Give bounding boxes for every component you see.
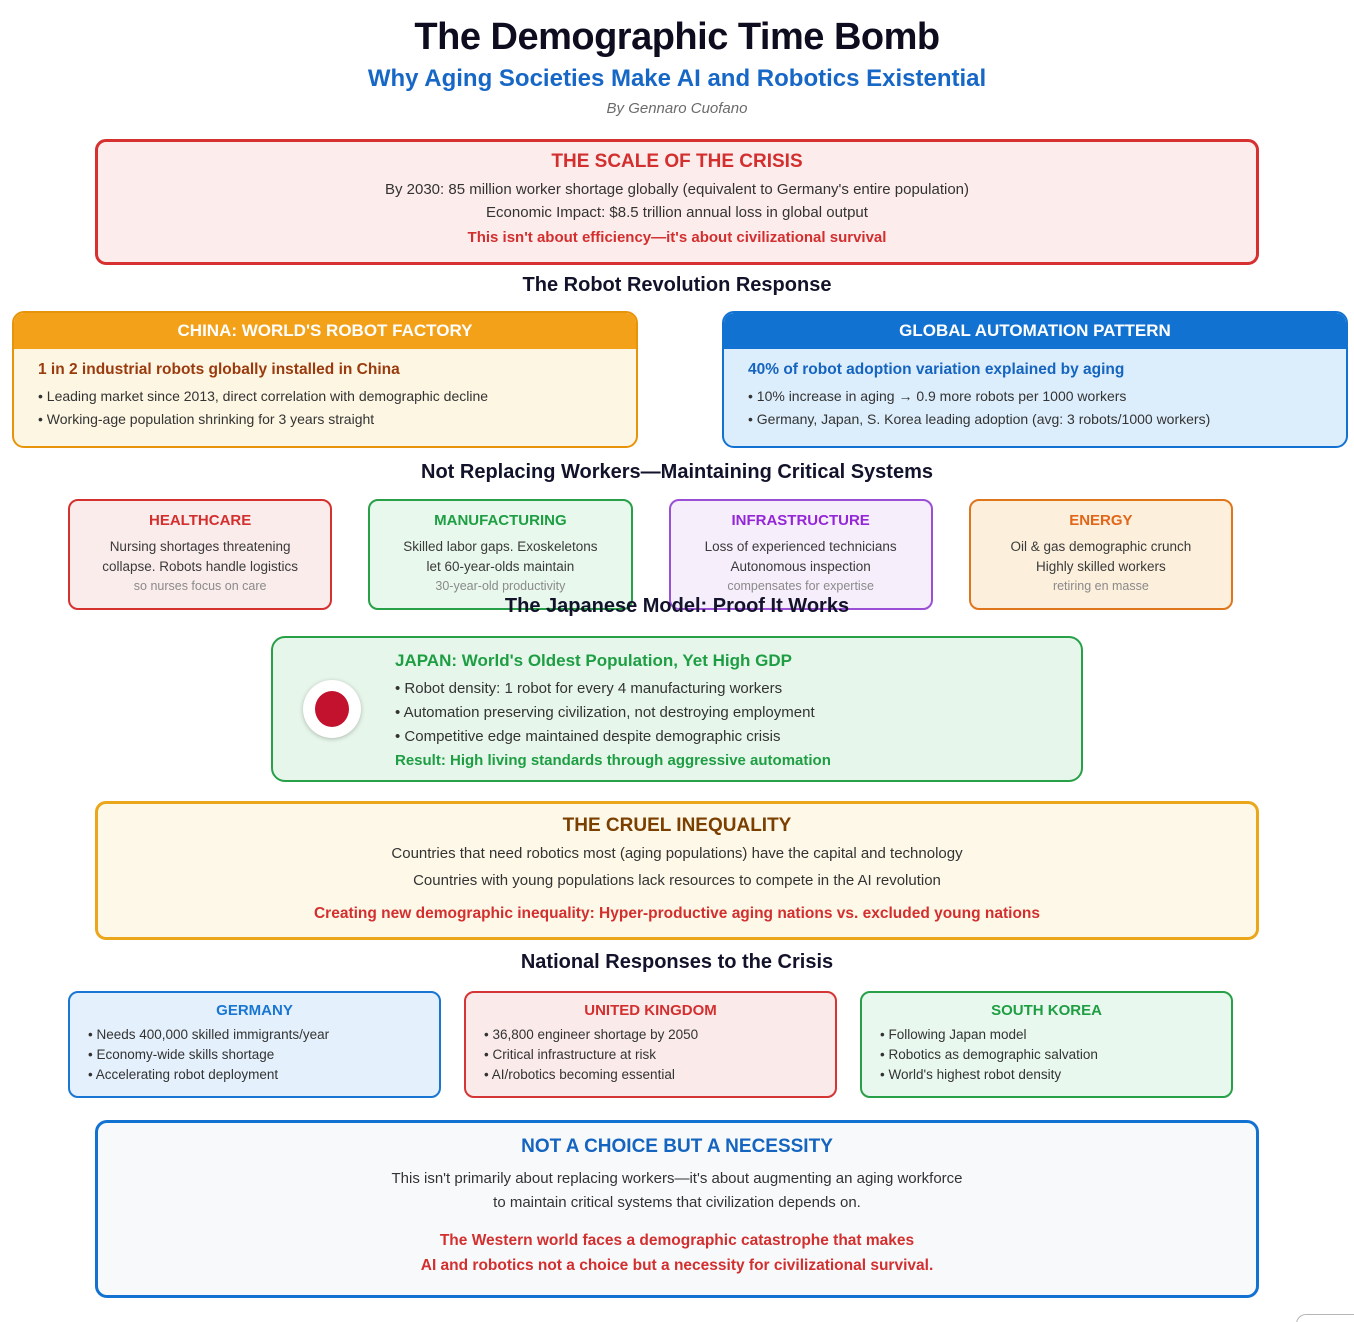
infrastructure-title: INFRASTRUCTURE xyxy=(731,511,870,529)
germany-bullet-2: • Economy-wide skills shortage xyxy=(88,1047,275,1063)
section-critical-systems: Not Replacing Workers—Maintaining Critical Systems xyxy=(421,460,933,483)
necessity-line-2: to maintain critical systems that civilization depends on. xyxy=(493,1193,861,1211)
healthcare-line-2: collapse. Robots handle logistics xyxy=(102,558,299,574)
inequality-box xyxy=(95,801,1259,940)
crisis-highlight: This isn't about efficiency—it's about civilizational survival xyxy=(467,229,887,246)
global-automation-body xyxy=(724,349,1346,446)
united-kingdom-card xyxy=(464,991,837,1098)
japan-result: Result: High living standards through aggressive automation xyxy=(395,751,831,769)
manufacturing-card xyxy=(368,499,632,610)
infrastructure-line-2: Autonomous inspection xyxy=(730,558,871,574)
south-korea-card xyxy=(860,991,1233,1098)
section-japanese-model: The Japanese Model: Proof It Works xyxy=(504,594,850,617)
page-corner-artifact xyxy=(1296,1314,1354,1322)
energy-line-1: Oil & gas demographic crunch xyxy=(1010,538,1192,554)
infrastructure-card xyxy=(669,499,933,610)
global-automation-bullet-1: • 10% increase in aging → 0.9 more robots per 1000 workers xyxy=(748,387,1127,404)
energy-card xyxy=(969,499,1233,610)
page-subtitle: Why Aging Societies Make AI and Robotics Existential xyxy=(367,65,987,92)
manufacturing-title: MANUFACTURING xyxy=(434,511,567,529)
japan-bullet-2: • Automation preserving civilization, not destroying employment xyxy=(395,704,815,722)
china-box xyxy=(12,311,638,448)
necessity-highlight-2: AI and robotics not a choice but a necessity for civilizational survival. xyxy=(420,1257,934,1275)
global-automation-box xyxy=(722,311,1348,448)
response-row xyxy=(0,311,1354,448)
necessity-highlight-block xyxy=(118,1229,1236,1279)
china-header: CHINA: WORLD'S ROBOT FACTORY xyxy=(14,313,636,349)
manufacturing-line-1: Skilled labor gaps. Exoskeletons xyxy=(403,538,598,554)
china-bullet-1: • Leading market since 2013, direct correlation with demographic decline xyxy=(38,387,489,404)
south-korea-title: SOUTH KOREA xyxy=(991,1001,1102,1019)
infrastructure-line-3: compensates for expertise xyxy=(727,579,874,594)
energy-line-3: retiring en masse xyxy=(1052,579,1149,594)
japan-flag-icon xyxy=(303,680,361,738)
germany-bullet-3: • Accelerating robot deployment xyxy=(88,1067,279,1083)
germany-bullet-1: • Needs 400,000 skilled immigrants/year xyxy=(88,1026,330,1042)
manufacturing-line-3: 30-year-old productivity xyxy=(435,579,566,594)
crisis-box xyxy=(95,139,1259,265)
china-lead: 1 in 2 industrial robots globally installed in China xyxy=(38,360,400,378)
inequality-highlight: Creating new demographic inequality: Hyper-productive aging nations vs. excluded young nations xyxy=(313,904,1041,922)
healthcare-line-1: Nursing shortages threatening xyxy=(109,538,291,554)
manufacturing-line-2: let 60-year-olds maintain xyxy=(426,558,575,574)
china-bullet-2: • Working-age population shrinking for 3 years straight xyxy=(38,411,375,428)
global-automation-lead: 40% of robot adoption variation explained by aging xyxy=(748,360,1125,378)
inequality-line-1: Countries that need robotics most (aging populations) have the capital and technology xyxy=(391,844,963,862)
germany-card xyxy=(68,991,441,1098)
energy-title: ENERGY xyxy=(1069,511,1133,529)
global-automation-header: GLOBAL AUTOMATION PATTERN xyxy=(724,313,1346,349)
japan-title: JAPAN: World's Oldest Population, Yet High GDP xyxy=(395,650,792,670)
japan-box xyxy=(271,636,1083,782)
section-robot-revolution: The Robot Revolution Response xyxy=(522,273,832,296)
healthcare-card xyxy=(68,499,332,610)
united-kingdom-bullet-3: • AI/robotics becoming essential xyxy=(484,1067,675,1083)
healthcare-line-3: so nurses focus on care xyxy=(133,579,267,594)
united-kingdom-title: UNITED KINGDOM xyxy=(584,1001,717,1019)
japan-bullet-1: • Robot density: 1 robot for every 4 manufacturing workers xyxy=(395,679,783,697)
necessity-box xyxy=(95,1120,1259,1298)
section-national-responses: National Responses to the Crisis xyxy=(520,950,834,973)
germany-title: GERMANY xyxy=(216,1001,293,1019)
inequality-line-2: Countries with young populations lack resources to compete in the AI revolution xyxy=(413,872,941,890)
necessity-title: NOT A CHOICE BUT A NECESSITY xyxy=(521,1135,833,1157)
global-automation-bullet-2: • Germany, Japan, S. Korea leading adoption (avg: 3 robots/1000 workers) xyxy=(748,411,1211,428)
sector-cards-row xyxy=(68,499,1233,610)
south-korea-bullet-2: • Robotics as demographic salvation xyxy=(880,1047,1098,1063)
country-cards-row xyxy=(68,991,1233,1098)
south-korea-bullet-3: • World's highest robot density xyxy=(880,1067,1062,1083)
crisis-title: THE SCALE OF THE CRISIS xyxy=(551,151,803,172)
page-title: The Demographic Time Bomb xyxy=(414,16,940,58)
healthcare-title: HEALTHCARE xyxy=(149,511,252,529)
japan-flag-sun xyxy=(315,691,349,727)
south-korea-bullet-1: • Following Japan model xyxy=(880,1026,1027,1042)
united-kingdom-bullet-2: • Critical infrastructure at risk xyxy=(484,1047,657,1063)
japan-bullet-3: • Competitive edge maintained despite demographic crisis xyxy=(395,728,781,746)
infrastructure-line-1: Loss of experienced technicians xyxy=(704,538,897,554)
energy-line-2: Highly skilled workers xyxy=(1035,558,1166,574)
china-body xyxy=(14,349,636,446)
crisis-line-2: Economic Impact: $8.5 trillion annual loss in global output xyxy=(486,203,868,221)
united-kingdom-bullet-1: • 36,800 engineer shortage by 2050 xyxy=(484,1026,699,1042)
inequality-title: THE CRUEL INEQUALITY xyxy=(562,814,792,836)
necessity-line-1: This isn't primarily about replacing workers—it's about augmenting an aging workforce xyxy=(391,1169,963,1187)
crisis-line-1: By 2030: 85 million worker shortage globally (equivalent to Germany's entire population) xyxy=(384,181,969,198)
necessity-highlight-1: The Western world faces a demographic catastrophe that makes xyxy=(439,1232,915,1250)
byline: By Gennaro Cuofano xyxy=(606,100,748,117)
